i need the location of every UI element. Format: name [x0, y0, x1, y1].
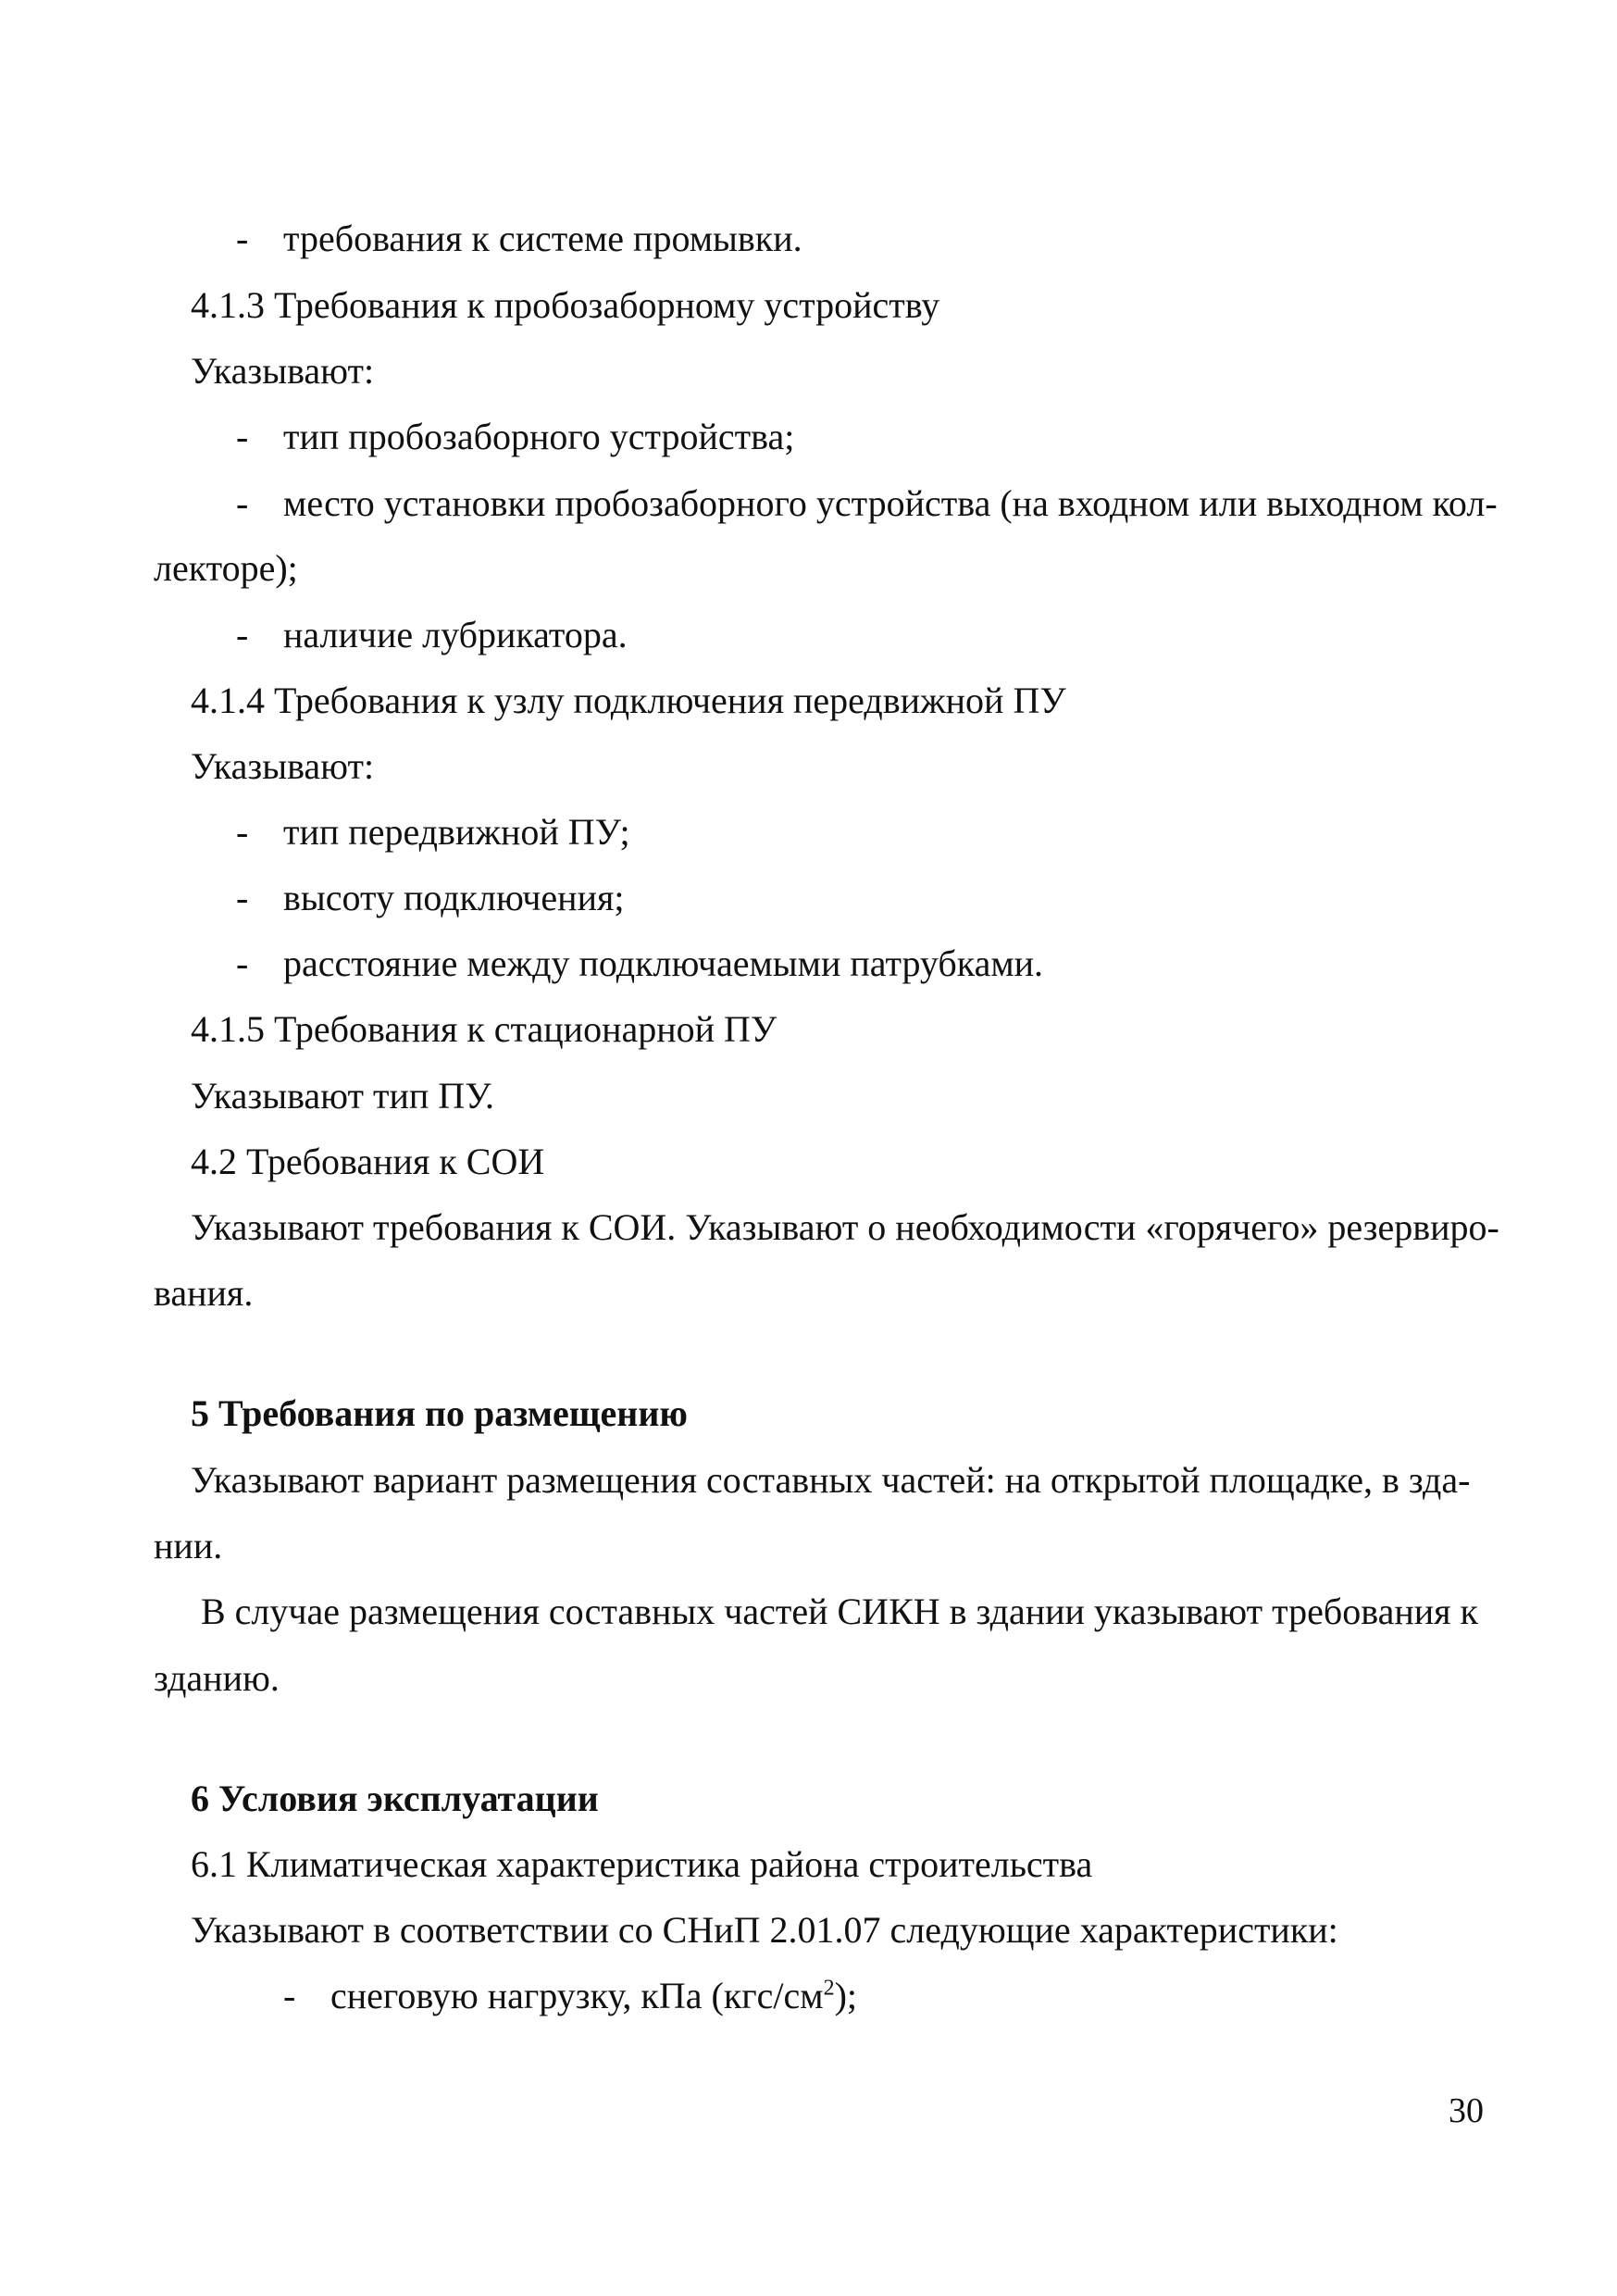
section-heading-6: 6 Условия эксплуатации	[191, 1778, 599, 1819]
page-number: 30	[1449, 2091, 1484, 2130]
snow-load-exponent: 2	[823, 1976, 835, 2001]
list-item-nozzle-distance: расстояние между подключаемыми патрубками.	[283, 942, 1044, 984]
list-dash: -	[283, 1975, 296, 2016]
list-item-flush-system: требования к системе промывки.	[283, 218, 802, 259]
list-item-mobile-pu-type: тип передвижной ПУ;	[283, 811, 630, 853]
paragraph-building-requirements-cont: зданию.	[154, 1657, 280, 1699]
paragraph-placement-variant: Указывают вариант размещения составных частей: на открытой площадке, в зда-	[191, 1459, 1471, 1501]
paragraph-building-requirements: В случае размещения составных частей СИКН в здании указывают требования к	[201, 1591, 1478, 1632]
paragraph-pu-type: Указывают тип ПУ.	[191, 1075, 494, 1117]
section-heading-4-1-5: 4.1.5 Требования к стационарной ПУ	[191, 1008, 777, 1050]
indicate-label: Указывают:	[191, 745, 375, 787]
list-dash: -	[236, 811, 249, 853]
list-item-sampler-type: тип пробозаборного устройства;	[283, 416, 795, 457]
list-dash: -	[236, 482, 249, 524]
list-item-connection-height: высоту подключения;	[283, 877, 625, 918]
indicate-label: Указывают:	[191, 350, 375, 392]
list-dash: -	[236, 614, 249, 655]
paragraph-soi-requirements: Указывают требования к СОИ. Указывают о необходимости «горячего» резервиро-	[191, 1206, 1499, 1248]
section-heading-5: 5 Требования по размещению	[191, 1392, 688, 1434]
section-heading-6-1: 6.1 Климатическая характеристика района строительства	[191, 1843, 1093, 1885]
list-item-sampler-location-cont: лекторе);	[154, 547, 298, 589]
list-dash: -	[236, 416, 249, 457]
section-heading-4-1-4: 4.1.4 Требования к узлу подключения передвижной ПУ	[191, 680, 1066, 721]
list-dash: -	[236, 877, 249, 918]
paragraph-placement-variant-cont: нии.	[154, 1525, 223, 1566]
section-heading-4-1-3: 4.1.3 Требования к пробозаборному устройству	[191, 284, 940, 326]
snow-load-text: снеговую нагрузку, кПа (кгс/см	[330, 1975, 824, 2016]
paragraph-soi-requirements-cont: вания.	[154, 1272, 254, 1314]
list-item-snow-load	[330, 1974, 857, 2018]
list-item-sampler-location: место установки пробозаборного устройства (на входном или выходном кол-	[283, 482, 1498, 524]
list-item-lubricator: наличие лубрикатора.	[283, 614, 628, 655]
list-dash: -	[236, 218, 249, 259]
section-heading-4-2: 4.2 Требования к СОИ	[191, 1141, 545, 1182]
snow-load-end: );	[834, 1975, 858, 2016]
paragraph-climate-characteristics: Указывают в соответствии со СНиП 2.01.07 следующие характеристики:	[191, 1909, 1338, 1951]
list-dash: -	[236, 942, 249, 984]
